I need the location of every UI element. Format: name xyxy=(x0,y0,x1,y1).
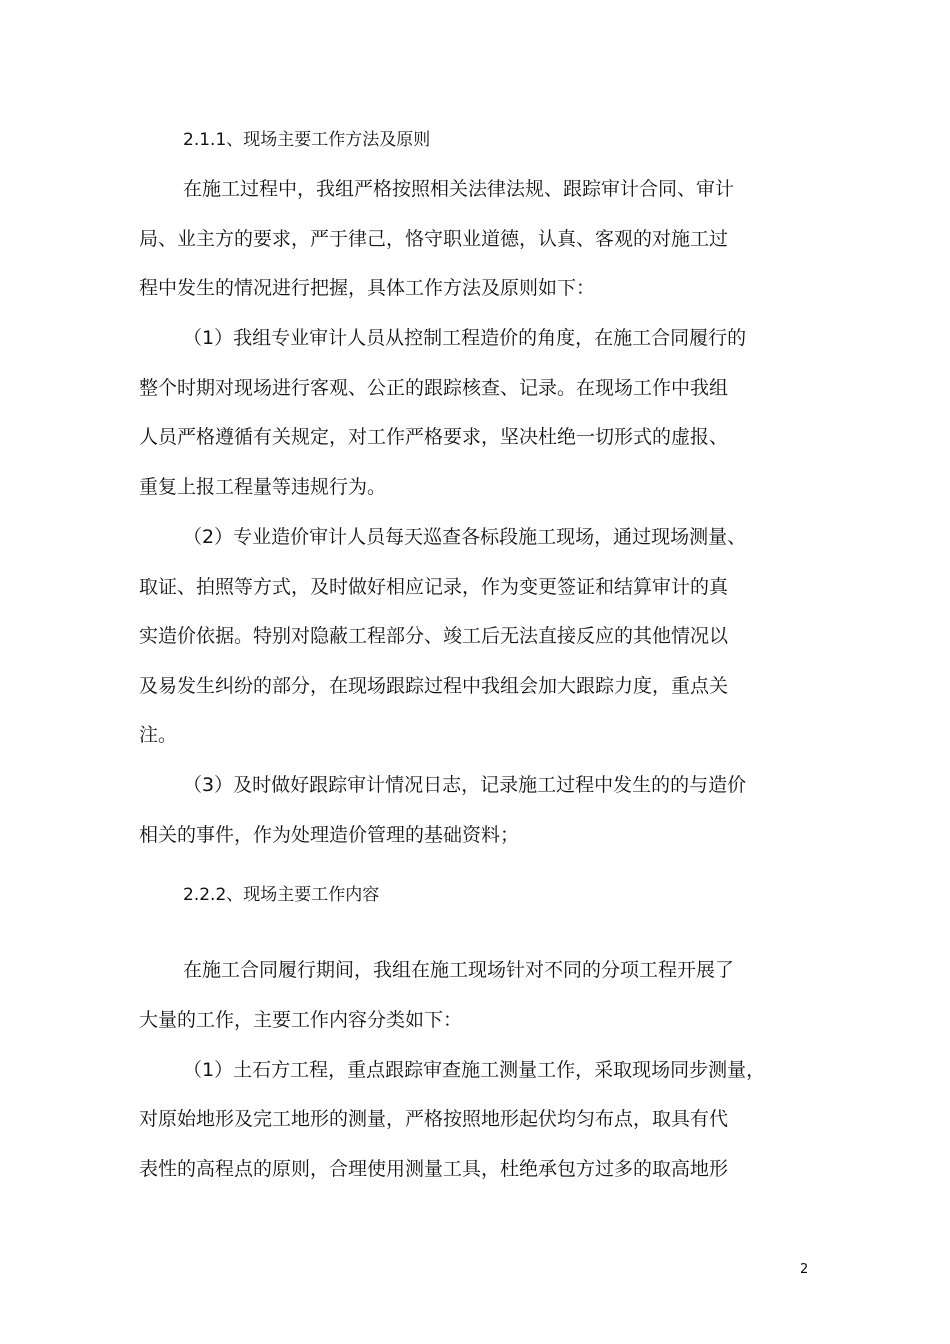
paragraph-line: 大量的工作，主要工作内容分类如下： xyxy=(139,1009,463,1031)
paragraph-line: 注。 xyxy=(139,724,178,746)
paragraph-line: 及易发生纠纷的部分，在现场跟踪过程中我组会加大跟踪力度，重点关 xyxy=(139,675,729,697)
paragraph-line: 实造价依据。特别对隐蔽工程部分、竣工后无法直接反应的其他情况以 xyxy=(139,625,729,647)
paragraph-line: （1）土石方工程，重点跟踪审查施工测量工作，采取现场同步测量， xyxy=(183,1059,766,1081)
paragraph-line: 整个时期对现场进行客观、公正的跟踪核查、记录。在现场工作中我组 xyxy=(139,377,729,399)
paragraph-line: 在施工合同履行期间，我组在施工现场针对不同的分项工程开展了 xyxy=(183,959,735,981)
paragraph-line: 人员严格遵循有关规定，对工作严格要求，坚决杜绝一切形式的虚报、 xyxy=(139,426,729,448)
paragraph-line: （2）专业造价审计人员每天巡查各标段施工现场，通过现场测量、 xyxy=(183,526,747,548)
paragraph-line: 表性的高程点的原则，合理使用测量工具，杜绝承包方过多的取高地形 xyxy=(139,1158,729,1180)
paragraph-line: 在施工过程中，我组严格按照相关法律法规、跟踪审计合同、审计 xyxy=(183,178,735,200)
paragraph-line: 相关的事件，作为处理造价管理的基础资料； xyxy=(139,824,520,846)
paragraph-line: 取证、拍照等方式，及时做好相应记录，作为变更签证和结算审计的真 xyxy=(139,576,729,598)
section-heading-2-1-1: 2.1.1、现场主要工作方法及原则 xyxy=(183,130,431,150)
paragraph-line: 重复上报工程量等违规行为。 xyxy=(139,476,387,498)
paragraph-line: （3）及时做好跟踪审计情况日志，记录施工过程中发生的的与造价 xyxy=(183,774,747,796)
page-number: 2 xyxy=(800,1262,809,1277)
paragraph-line: 程中发生的情况进行把握，具体工作方法及原则如下： xyxy=(139,277,596,299)
section-heading-2-2-2: 2.2.2、现场主要工作内容 xyxy=(183,885,380,905)
paragraph-line: 局、业主方的要求，严于律己，恪守职业道德，认真、客观的对施工过 xyxy=(139,228,729,250)
paragraph-line: 对原始地形及完工地形的测量，严格按照地形起伏均匀布点，取具有代 xyxy=(139,1108,729,1130)
paragraph-line: （1）我组专业审计人员从控制工程造价的角度，在施工合同履行的 xyxy=(183,327,747,349)
